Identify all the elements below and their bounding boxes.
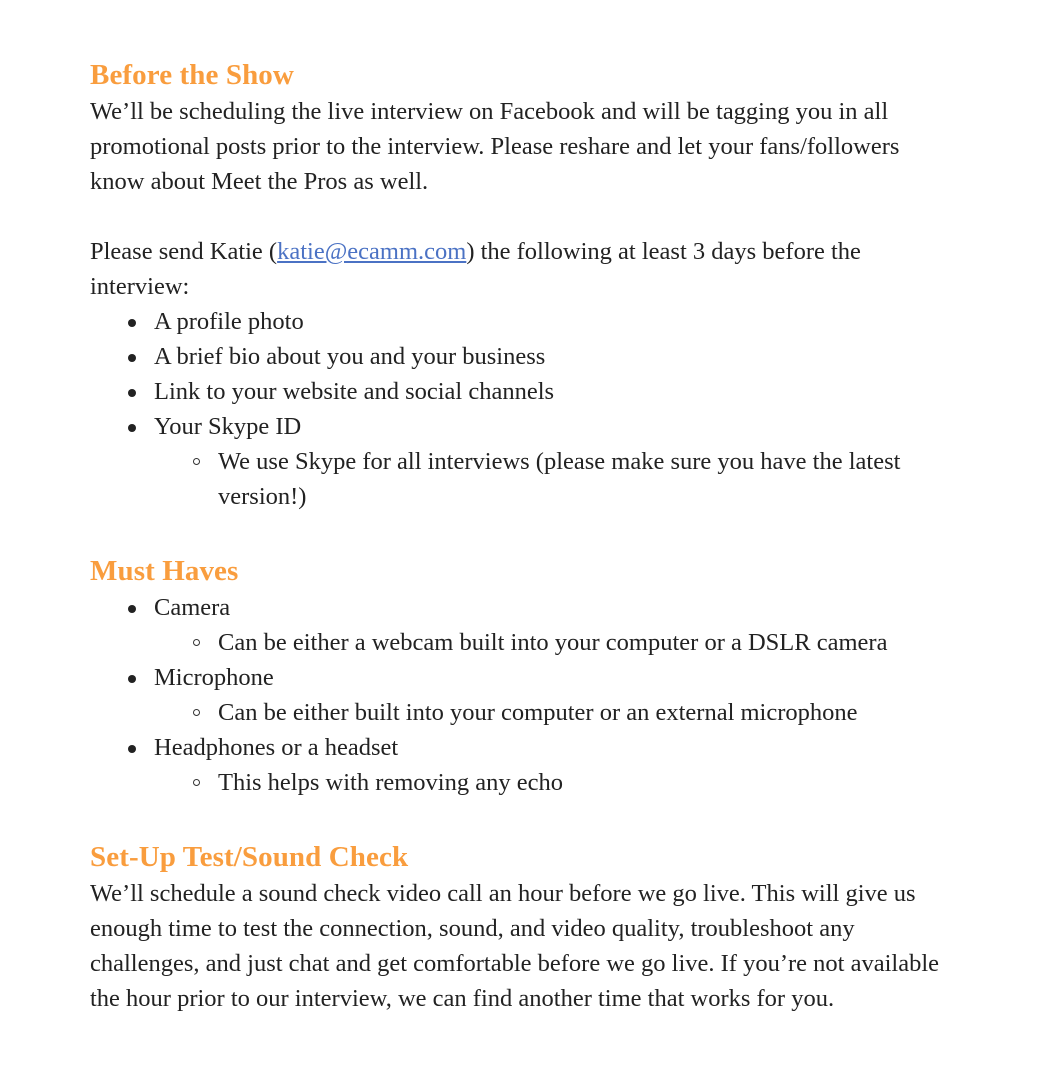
sublist-microphone bbox=[154, 695, 945, 730]
paragraph-send-katie bbox=[90, 234, 945, 304]
heading-must-haves: Must Haves bbox=[90, 555, 239, 587]
list-item bbox=[90, 374, 945, 409]
paragraph-before-the-show-intro: We’ll be scheduling the live interview on Facebook and will be tagging you in all promotional posts prior to the interview. Please reshare and let your fans/followers know about Meet the Pros as well. bbox=[90, 98, 900, 195]
section-spacer bbox=[90, 514, 945, 554]
sublist-headphones bbox=[154, 765, 945, 800]
list-item-label: Camera bbox=[154, 594, 231, 621]
sub-list-item-label: We use Skype for all interviews (please make sure you have the latest version!) bbox=[218, 448, 901, 510]
document-body bbox=[90, 58, 945, 1016]
paragraph-sound-check: We’ll schedule a sound check video call an hour before we go live. This will give us enough time to test the connection, sound, and video quality, troubleshoot any challenges, and just chat and get comfortable before we go live. If you’re not available the hour prior to our interview, we can find another time that works for you. bbox=[90, 880, 939, 1012]
list-item-label: Microphone bbox=[154, 664, 274, 691]
list-item bbox=[90, 304, 945, 339]
sub-list-item-label: This helps with removing any echo bbox=[218, 769, 563, 796]
blank-line-spacer bbox=[90, 199, 945, 234]
email-link-katie[interactable]: katie@ecamm.com bbox=[277, 238, 467, 265]
list-item-label: Link to your website and social channels bbox=[154, 378, 555, 405]
sublist-skype bbox=[154, 444, 945, 514]
sub-list-item bbox=[154, 625, 945, 660]
sub-list-item-label: Can be either a webcam built into your computer or a DSLR camera bbox=[218, 629, 888, 656]
list-must-haves bbox=[90, 590, 945, 800]
list-item bbox=[90, 409, 945, 514]
sub-list-item bbox=[154, 695, 945, 730]
heading-set-up-test-sound-check: Set-Up Test/Sound Check bbox=[90, 841, 409, 873]
sublist-camera bbox=[154, 625, 945, 660]
sub-list-item bbox=[154, 765, 945, 800]
paragraph-send-katie-suffix: ) the following at least 3 days before the interview: bbox=[90, 238, 861, 300]
list-item-label: A profile photo bbox=[154, 308, 304, 335]
paragraph-send-katie-prefix: Please send Katie ( bbox=[90, 238, 278, 265]
list-item bbox=[90, 339, 945, 374]
list-item-label: A brief bio about you and your business bbox=[154, 343, 546, 370]
heading-before-the-show: Before the Show bbox=[90, 59, 294, 91]
list-item-label: Your Skype ID bbox=[154, 413, 302, 440]
list-item bbox=[90, 730, 945, 800]
sub-list-item bbox=[154, 444, 945, 514]
list-before-the-show bbox=[90, 304, 945, 514]
list-item-label: Headphones or a headset bbox=[154, 734, 399, 761]
sub-list-item-label: Can be either built into your computer or an external microphone bbox=[218, 699, 858, 726]
list-item bbox=[90, 660, 945, 730]
section-spacer bbox=[90, 800, 945, 840]
list-item bbox=[90, 590, 945, 660]
